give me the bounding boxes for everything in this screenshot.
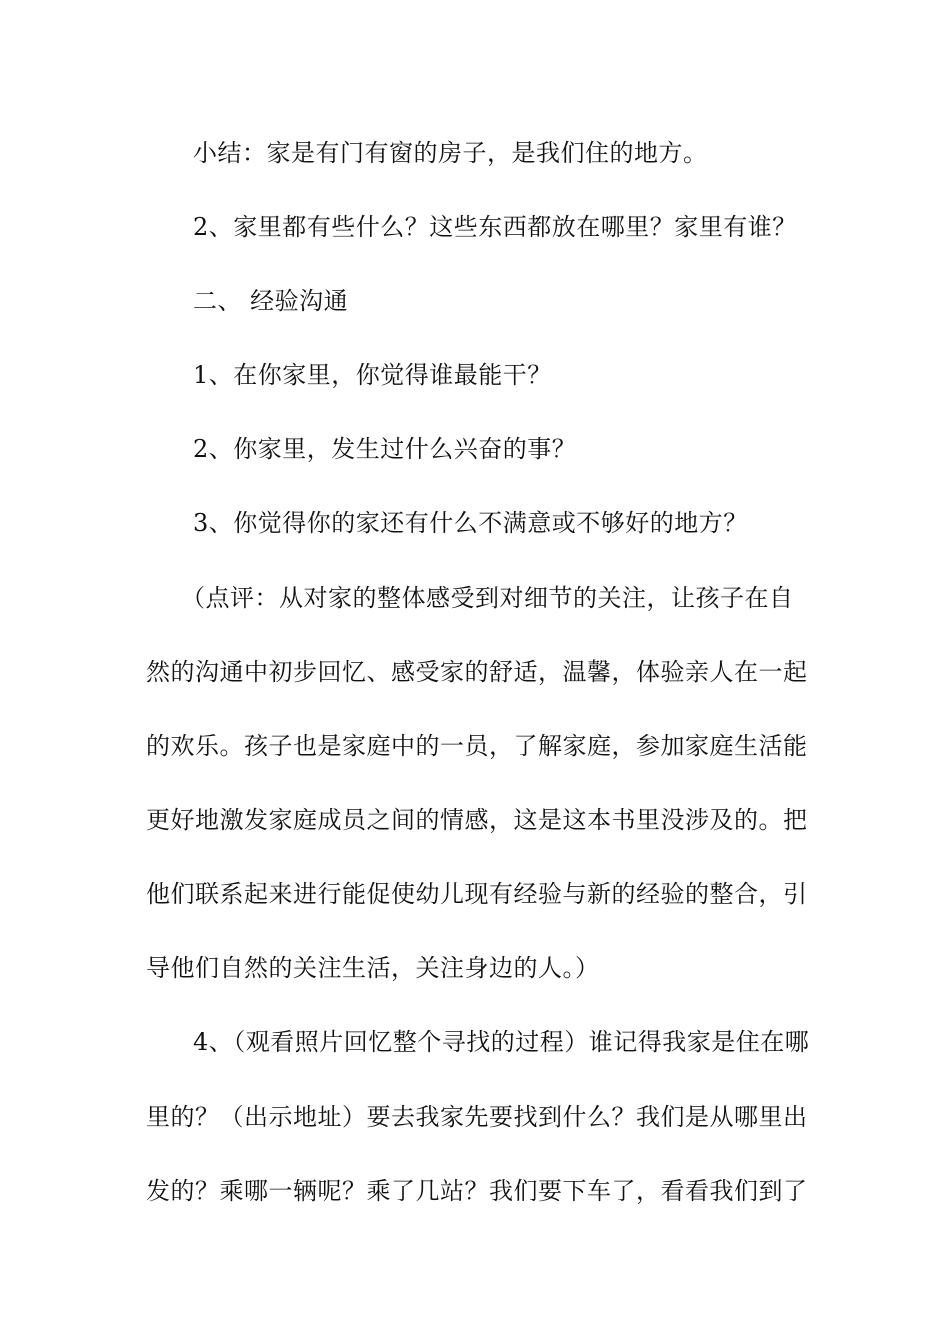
section-heading: 二、 经验沟通	[193, 287, 349, 315]
question-line-1: 1、在你家里，你觉得谁最能干？	[193, 361, 552, 389]
comment-line: 他们联系起来进行能促使幼儿现有经验与新的经验的整合，引	[146, 880, 808, 908]
comment-line: （点评：从对家的整体感受到对细节的关注，让孩子在自	[181, 584, 794, 612]
summary-line: 小结：家是有门有窗的房子，是我们住的地方。	[193, 139, 708, 167]
question-line-2b: 2、你家里，发生过什么兴奋的事？	[193, 435, 577, 463]
comment-line: 导他们自然的关注生活，关注身边的人。）	[146, 954, 600, 982]
comment-line: 更好地激发家庭成员之间的情感，这是这本书里没涉及的。把	[146, 806, 808, 834]
comment-line: 的欢乐。孩子也是家庭中的一员，了解家庭，参加家庭生活能	[146, 732, 808, 760]
question-line-4: 4、（观看照片回忆整个寻找的过程）谁记得我家是住在哪	[193, 1028, 810, 1056]
question-line-3: 3、你觉得你的家还有什么不满意或不够好的地方？	[193, 509, 748, 537]
question-line-2: 2、家里都有些什么？这些东西都放在哪里？家里有谁？	[193, 213, 797, 241]
paragraph-line: 发的？乘哪一辆呢？乘了几站？我们要下车了，看看我们到了	[146, 1177, 808, 1205]
comment-line: 然的沟通中初步回忆、感受家的舒适，温馨，体验亲人在一起	[146, 658, 808, 686]
paragraph-line: 里的？（出示地址）要去我家先要找到什么？我们是从哪里出	[146, 1103, 808, 1131]
